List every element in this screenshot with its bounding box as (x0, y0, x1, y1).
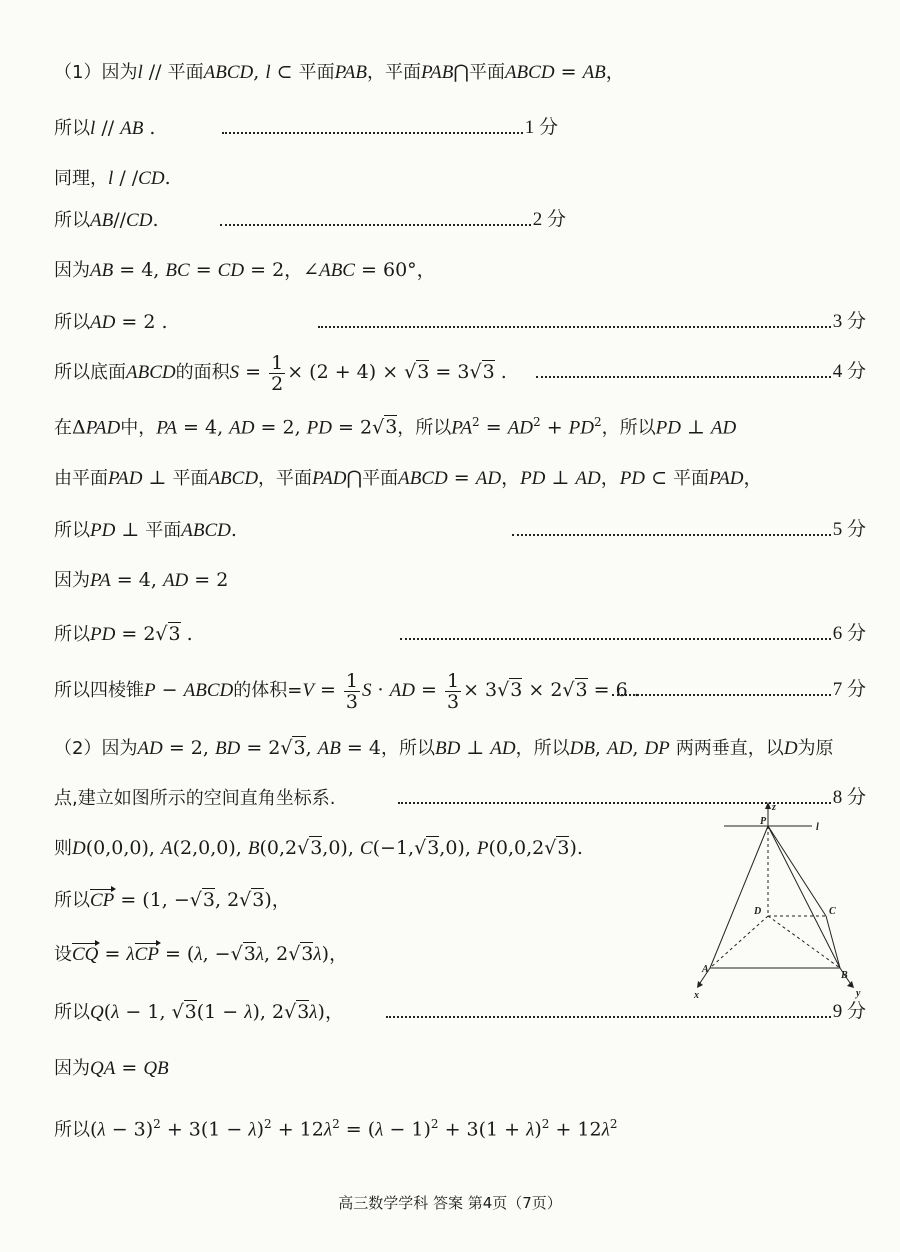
line-base-area: 所以底面ABCD的面积S = $\frac{1}{2}$ × (2 + 4) × √3 = 3√3 . (54, 351, 507, 395)
score-label: 4 分 (832, 361, 866, 382)
score-leader-4 (536, 358, 866, 386)
figure-label-c: C (829, 906, 836, 917)
figure-label-d: D (754, 906, 762, 917)
score-leader-6 (400, 620, 866, 648)
score-leader-2 (220, 206, 566, 234)
line-triangle-pad: 在ΔPAD中，PA = 4, AD = 2, PD = 2√3，所以$PA^2 = AD^2 + PD^2$，所以PD ⊥ AD (54, 415, 737, 439)
figure-label-a: A (702, 964, 709, 975)
line-point-q: 所以Q(λ − 1, √3(1 − λ), 2√3λ)， (54, 1001, 344, 1023)
line-ab-parallel-cd: 所以AB//CD. (54, 209, 159, 231)
line-vector-cp: 所以CP = (1, −√3, 2√3)， (54, 889, 291, 911)
line-pd-value: 所以PD = 2√3 . (54, 623, 193, 645)
line-pd-perp-base: 所以PD ⊥ 平面ABCD. (54, 519, 237, 541)
line-coordinate-system: 点,建立如图所示的空间直角坐标系. (54, 788, 336, 809)
score-leader-1 (222, 114, 558, 142)
line-equation: 所以$(\lambda - 3)^2 + 3(1 - \lambda)^2 + 12\lambda^2 = (\lambda - 1)^2 + 3(1 + \lambda)^2 + 12\lambda^2$ (54, 1117, 618, 1141)
pyramid-figure (688, 800, 868, 1002)
score-label: 8 分 (832, 787, 866, 808)
line-l-parallel-ab: 所以l // AB . (54, 117, 156, 139)
score-label: 3 分 (832, 311, 866, 332)
score-label: 2 分 (532, 209, 566, 230)
figure-label-z: z (772, 802, 776, 813)
line-qa-qb: 因为QA = QB (54, 1057, 169, 1079)
score-leader-3 (318, 308, 866, 336)
line-similarly: 同理，l / /CD. (54, 167, 171, 189)
figure-label-y: y (856, 988, 861, 999)
score-leader-5 (512, 516, 866, 544)
score-leader-7 (612, 676, 866, 704)
figure-label-l: l (816, 822, 819, 833)
figure-label-b: B (841, 970, 848, 981)
score-leader-9 (386, 998, 866, 1026)
line-volume: 所以四棱锥P − ABCD的体积=V = $\frac{1}{3}$ S · AD = $\frac{1}{3}$ × 3√3 × 2√3 = 6 . (54, 669, 640, 713)
line-pa-ad: 因为PA = 4, AD = 2 (54, 569, 229, 591)
score-label: 9 分 (832, 1001, 866, 1022)
figure-label-x: x (694, 990, 699, 1001)
line-vector-cq: 设CQ = λCP = (λ, −√3λ, 2√3λ)， (54, 943, 349, 965)
line-part1-premise: （1）因为l // 平面ABCD, l ⊂ 平面PAB，平面PAB⋂平面ABCD = AB， (54, 61, 625, 83)
score-label: 5 分 (832, 519, 866, 540)
line-plane-perp: 由平面PAD ⊥ 平面ABCD，平面PAD⋂平面ABCD = AD，PD ⊥ AD，PD ⊂ 平面PAD， (54, 467, 763, 489)
line-ad: 所以AD = 2 . (54, 311, 168, 333)
score-label: 1 分 (524, 117, 558, 138)
score-label: 7 分 (832, 679, 866, 700)
line-lengths-angle: 因为AB = 4, BC = CD = 2，∠ABC = 60°， (54, 259, 436, 281)
line-part2-premise: （2）因为AD = 2, BD = 2√3, AB = 4，所以BD ⊥ AD，所以DB, AD, DP 两两垂直，以D为原 (54, 737, 834, 759)
page-footer: 高三数学学科 答案 第4页（7页） (338, 1194, 562, 1212)
line-coordinates: 则D(0,0,0), A(2,0,0), B(0,2√3,0), C(−1,√3,0), P(0,0,2√3). (54, 837, 583, 859)
figure-label-p: P (760, 816, 767, 827)
score-label: 6 分 (832, 623, 866, 644)
